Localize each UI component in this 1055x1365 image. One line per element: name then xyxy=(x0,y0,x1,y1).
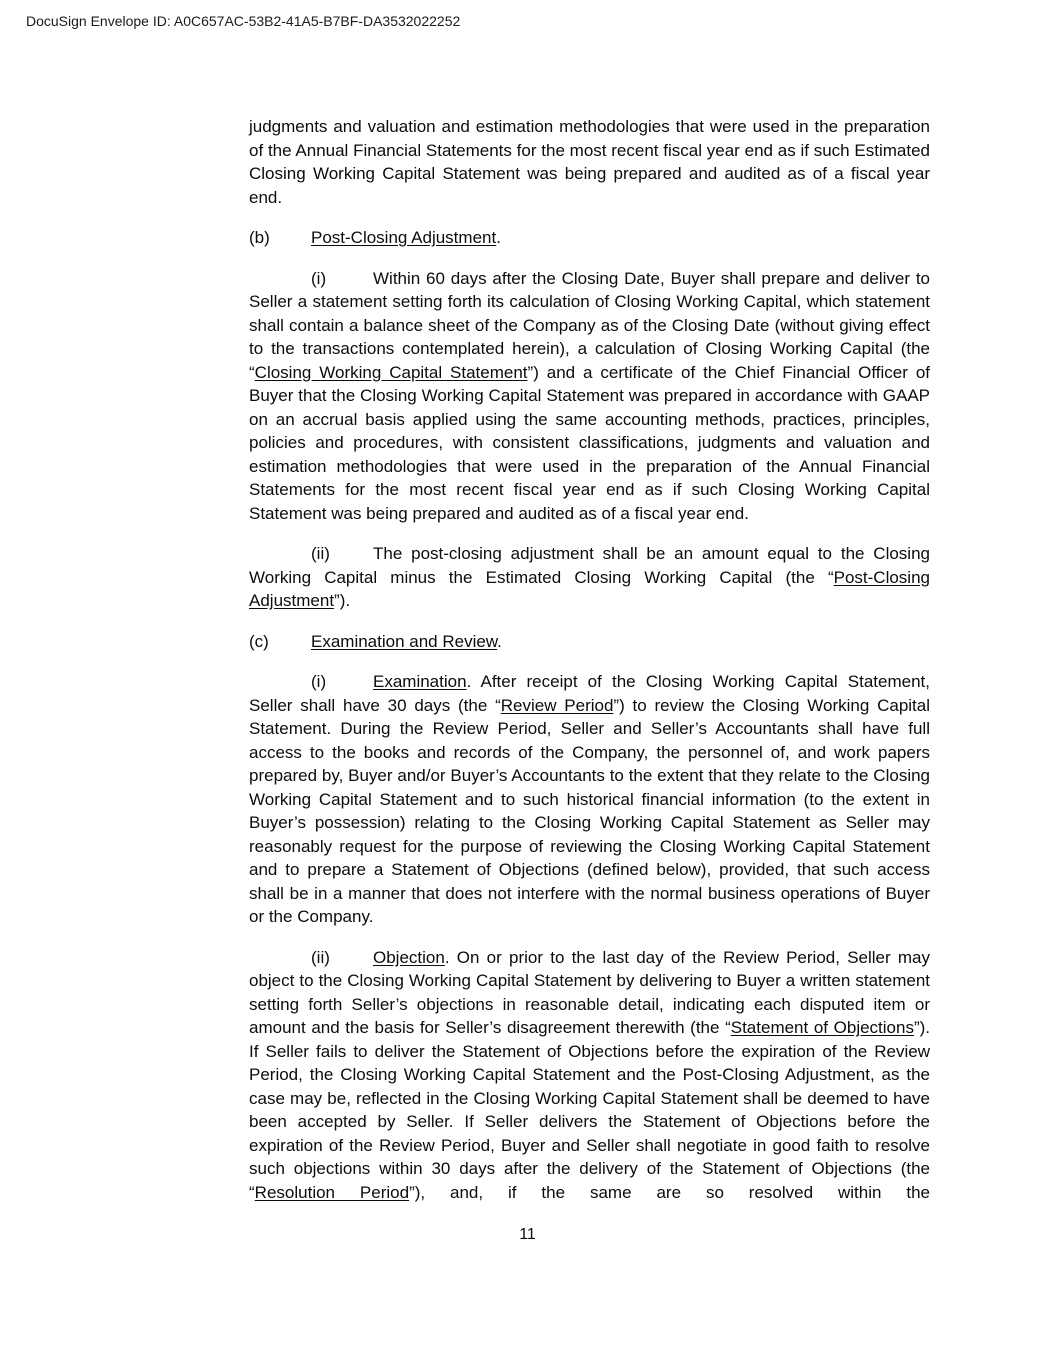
paragraph-continuation: judgments and valuation and estimation methodologies that were used in the preparation of the Annual Financial Statements for the most recent fiscal year end as if such Estimated Closing Working Capital Statement was being prepared and audited as of a fiscal year end. xyxy=(249,117,930,207)
section-b-period: . xyxy=(496,228,501,247)
paragraph-b-ii xyxy=(249,542,930,613)
defined-term-closing-working-capital-statement: Closing Working Capital Statement xyxy=(254,362,528,382)
paragraph-b-ii-label: (ii) xyxy=(311,544,330,563)
section-c-period: . xyxy=(497,631,502,651)
paragraph-c-ii-text: . On or prior to the last day of the Review Period, Seller may object to the Closing Working Capital Statement by delivering to Buyer a written statement setting forth Seller’s objections in reasonable detail, indicating each disputed item or amount and the basis for Seller’s disagreement therewith (the “ xyxy=(249,947,930,1037)
paragraph-c-i-text-cont: ”) to review the Closing Working Capital Statement. During the Review Period, Seller and Seller’s Accountants shall have full access to the books and records of the Company, the personnel of, and work papers prepared by, Buyer and/or Buyer’s Accountants to the extent that they relate to the Closing Working Capital Statement and to such historical financial information (to the extent in Buyer’s possession) relating to the Closing Working Capital Statement as Seller may reasonably request for the purpose of reviewing the Closing Working Capital Statement and to prepare a Statement of Objections (defined below), provided, that such access shall be in a manner that does not interfere with the normal business operations of Buyer or the Company. xyxy=(249,695,931,926)
section-c-heading xyxy=(249,630,930,654)
section-b-label: (b) xyxy=(249,228,270,247)
paragraph-b-i-label: (i) xyxy=(311,268,327,288)
paragraph-b-ii-text-cont: ”). xyxy=(334,591,351,610)
section-c-title: Examination and Review xyxy=(311,631,498,651)
docusign-envelope-id: DocuSign Envelope ID: A0C657AC-53B2-41A5-B7BF-DA3532022252 xyxy=(26,13,461,29)
page-number: 11 xyxy=(519,1226,536,1243)
section-b-title: Post-Closing Adjustment xyxy=(311,228,497,247)
defined-term-post-closing-adjustment: Post-Closing Adjustment xyxy=(249,567,930,610)
paragraph-b-ii-text: The post-closing adjustment shall be an amount equal to the Closing Working Capital minus the Estimated Closing Working Capital (the “ xyxy=(249,544,930,587)
paragraph-b-i xyxy=(249,267,930,526)
paragraph-b-i-text-cont: ”) and a certificate of the Chief Financial Officer of Buyer that the Closing Working Capital Statement was prepared in accordance with GAAP on an accrual basis applied using the same accounting methods, practices, principles, policies and procedures, with consistent classifications, judgments and valuation and estimation methodologies that were used in the preparation of the Annual Financial Statements for the most recent fiscal year end as if such Closing Working Capital Statement was being prepared and audited as of a fiscal year end. xyxy=(249,362,931,523)
document-body xyxy=(249,115,930,1221)
section-c-label: (c) xyxy=(249,631,269,651)
defined-term-statement-of-objections: Statement of Objections xyxy=(730,1018,914,1037)
section-b-heading xyxy=(249,226,930,250)
paragraph-c-i xyxy=(249,670,930,929)
defined-term-resolution-period: Resolution Period xyxy=(254,1182,410,1202)
defined-term-objection: Objection xyxy=(373,947,445,967)
defined-term-examination: Examination xyxy=(373,672,467,691)
paragraph-c-i-label: (i) xyxy=(311,672,327,691)
paragraph-c-ii xyxy=(249,946,930,1205)
paragraph-c-i-text: . After receipt of the Closing Working Capital Statement, Seller shall have 30 days (the “ xyxy=(249,672,930,715)
defined-term-review-period: Review Period xyxy=(500,695,614,715)
paragraph-b-i-text: Within 60 days after the Closing Date, Buyer shall prepare and deliver to Seller a statement setting forth its calculation of Closing Working Capital, which statement shall contain a balance sheet of the Company as of the Closing Date (without giving effect to the transactions contemplated herein), a calculation of Closing Working Capital (the “ xyxy=(249,268,930,382)
paragraph-c-ii-label: (ii) xyxy=(311,947,330,967)
paragraph-c-ii-text-end: ”), and, if the same are so resolved within the xyxy=(409,1182,930,1202)
paragraph-c-ii-text-cont: ”). If Seller fails to deliver the Statement of Objections before the expiration of the Review Period, the Closing Working Capital Statement and the Post-Closing Adjustment, as the case may be, reflected in the Closing Working Capital Statement shall be deemed to have been accepted by Seller. If Seller delivers the Statement of Objections before the expiration of the Review Period, Buyer and Seller shall negotiate in good faith to resolve such objections within 30 days after the delivery of the Statement of Objections (the “ xyxy=(249,1018,931,1202)
